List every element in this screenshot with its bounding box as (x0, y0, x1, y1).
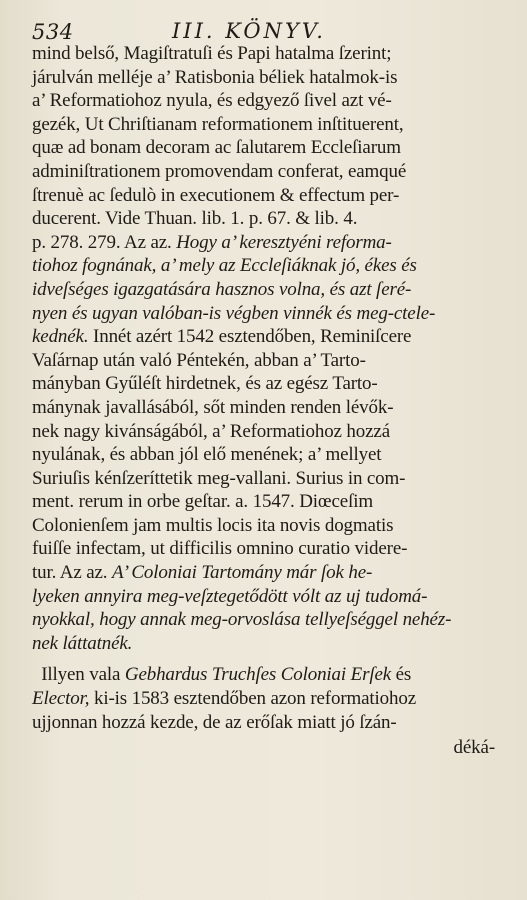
text-segment: Innét azért 1542 esztendőben, Reminiſcere (88, 326, 412, 348)
text-segment: tur. Az az. (32, 562, 112, 584)
text-line (32, 278, 507, 302)
text-line: quæ ad bonam decoram ac ſalutarem Eccleſiarum (32, 137, 401, 159)
italic-segment: Gebhardus Truchſes Coloniai Erſek (124, 664, 392, 686)
italic-segment: nyokkal, hogy annak meg-orvoslása tellyeſséggel nehéz- (32, 609, 452, 631)
italic-segment: idveſséges igazgatására hasznos volna, és azt ſeré- (32, 278, 412, 300)
text-line: adminiſtrationem promovendam conferat, eamqué (32, 160, 407, 182)
text-line: járulván melléje a’ Ratisbonia béliek hatalmok-is (32, 66, 398, 88)
text-line (32, 608, 507, 632)
body-text (32, 42, 507, 760)
text-line: nek nagy kivánságából, a’ Reformatiohoz hozzá (32, 420, 390, 442)
text-line: mányban Gyűléſt hirdetnek, és az egész Tarto- (32, 373, 378, 395)
running-head: III. KÖNYV. (172, 19, 326, 43)
text-line: ujjonnan hozzá kezde, de az erőſak miatt jó ſzán- (32, 711, 397, 733)
text-line: Suriuſis kénſzeríttetik meg-vallani. Surius in com- (32, 467, 406, 489)
text-line: gezék, Ut Chriſtianam reformationem inſtituerent, (32, 113, 404, 135)
text-line (32, 561, 507, 585)
text-line (32, 687, 507, 711)
text-line (32, 632, 507, 656)
text-segment: és (391, 664, 412, 686)
text-line: mánynak javallásából, sőt minden renden lévők- (32, 396, 394, 418)
text-line (32, 325, 507, 349)
italic-segment: Elector, (32, 688, 90, 710)
catchword: déká- (453, 737, 495, 759)
text-line: a’ Reformatiohoz nyula, és edgyező ſivel azt vé- (32, 90, 392, 112)
text-line: nyulának, és abban jól elő menének; a’ mellyet (32, 444, 382, 466)
text-line: ment. rerum in orbe geſtar. a. 1547. Diœceſim (32, 491, 373, 513)
italic-segment: nyen és ugyan valóban-is végben vinnék és meg-ctele- (32, 302, 436, 324)
text-line (32, 231, 507, 255)
italic-segment: kednék. (32, 326, 89, 348)
text-line (32, 585, 507, 609)
italic-segment: lyeken annyira meg-veſztegetődött vólt az uj tudomá- (32, 585, 428, 607)
text-line: mind belső, Magiſtratuſi és Papi hatalma ſzerint; (32, 43, 392, 64)
text-line: ducerent. Vide Thuan. lib. 1. p. 67. & lib. 4. (32, 208, 358, 230)
text-segment: Illyen vala (41, 664, 125, 686)
italic-segment: Hogy a’ keresztyéni reforma- (176, 231, 392, 253)
text-segment: p. 278. 279. Az az. (32, 231, 177, 253)
page-number: 534 (32, 20, 74, 44)
text-line: Vaſárnap után való Péntekén, abban a’ Tarto- (32, 349, 366, 371)
italic-segment: tiohoz fognának, a’ mely az Eccleſiáknak jó, ékes és (32, 255, 417, 277)
text-segment: ki-is 1583 esztendőben azon reformatiohoz (89, 688, 416, 710)
italic-segment: A’ Coloniai Tartomány már ſok he- (111, 562, 373, 584)
text-line: fuiſſe infectam, ut difficilis omnino curatio videre- (32, 538, 408, 560)
page-header (32, 14, 507, 44)
italic-segment: nek láttatnék. (32, 632, 133, 654)
text-line (32, 663, 507, 687)
text-line (32, 302, 507, 326)
text-line: ſtrenuè ac ſedulò in executionem & effectum per- (32, 184, 400, 206)
text-line: Colonienſem jam multis locis ita novis dogmatis (32, 514, 394, 536)
text-line (32, 254, 507, 278)
